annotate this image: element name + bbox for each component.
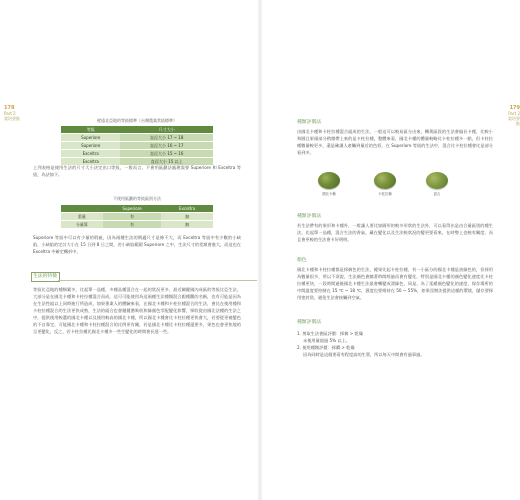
olive-fruit-icon [374,172,396,189]
table2-caption: 不使用區劃的等級區別方法 [113,196,161,201]
table-row: Superiore 直徑大小 17 ~ 18 [61,134,213,142]
table-row: Exceltra 直徑大小 15 以上 [61,158,213,166]
right-heading-1: 種類評價法 [297,120,321,125]
left-paragraph-3: 等級比亞地的種類繁多，比起單一品種，多種品種混合在一起的狀況更多，最近關鍵國內成區的等級比亞生法，大部分是在國北卡種和卡柱拉種混合而成，這可可能使用為這兩種生法種類混合跟種觀的名稱，也有可能是因為在生法性組以上同時進行所造成，如果專業人的體驗來看，在國北卡種和卡柱拉種混合的生法，會比在使用種和卡柱拉種混合的生法更快成熟，生法的組合也會鍵鍵潛吸收和綠顏色零配變化影響，採收從由國北法種的生法之中，提供使用較選的國北卡種以及使用較高的國北卡種，所以國北卡種會比卡柱拉種更快會大，若要從更被變色的不自靠定，可能國北卡種和卡柱拉種混合的比例更有關，若是國北卡種比卡柱拉種還要多，果色也會更快地的呈更變化，反之，若卡柱拉種比國北卡種多一些生變化的時間會長達一些。 [33,287,241,334]
grade-table [61,126,213,165]
right-heading-4: 種類評價法 [297,320,321,325]
section-divider [58,280,258,281]
right-heading-2: 種類評價法 [297,214,321,219]
fruit-image-3: 混合 [426,172,448,196]
olive-fruit-icon [426,172,448,189]
list-item: 未使用量超過 5% 以上。 [303,338,350,343]
list-item: 因為同時是這個要看有程度高的生質，所以每天中間會有過事過。 [303,352,425,357]
olive-fruit-icon [318,172,340,189]
grade-method-table: Superiore Exceltra 重量 有 無 分量算 有 無 [61,205,213,228]
table1-header-size: 尺寸大小 [120,126,213,134]
right-heading-3: 顏色 [297,258,307,263]
left-paragraph-2: Superiore 等級中可以有少量的瑕疵，因為兩種生法的期適尺寸是條不大，而 Exceltra 等級中有少數的小缺陷，小缺陷的定計大小在 15 日到 8 日之間，若小缺陷範圍 Superiore 之中，生法尺寸的差額會進大，而這也在 Exceltra 中確定轉折中。 [33,235,241,254]
table1-caption: 壁遠北亞地的等級標準（台灣農業常級標準） [97,118,177,123]
right-paragraph-3: 國北卡種和卡柱拉種都是採摘色的生法，總果比起卡柱拉種，有一小區分的國北卡種是油綠色的，但採用為數量很多，所以不須說，生法顏色會隨著時間經過而會有變化，特別是國北卡種的顏色變化速度比卡柱拉種更快，一段時間過後國北卡種生法最會轉變成漂綠色，同是，為了延緩顏色變化的速度，保存場所的中間溫度要控制在 15 ℃ ~ 18 ℃，濕度也要維持在 50 ~ 55%，如果沒辦法提供這樣的環境，儲存要採用密封袋，避免生法會接觸到空氣。 [297,267,493,300]
left-paragraph-1: 上列表格是使用生法的尺寸大小決定出口等級，一般而言，不會用區劃法處理需要 Superiore 和 Exceltra 等級，為法如下。 [33,165,241,177]
right-paragraph-2: 若生法帶有的果形和卡種外，一般讓人要比如圓形的較多形狀的生法外，可以看得出是由合量區別的種生法，比起單一品種，混合生法的香氣，藏在變化以及生法較狀況的變更要看來，在時勢上也較有關度，而且會更較的生法會卡好明明。 [297,223,493,242]
table-row: Superiore 直徑大小 16 ~ 17 [61,142,213,150]
fruit-image-1: 國北卡種 [318,172,340,196]
right-page-number: 179 Part 2 栽培要點 [508,105,520,126]
left-page-number: 178 Part 2 栽培要點 [4,105,20,121]
section-title: 生法的特徵 [31,272,60,282]
table1-header-grade: 等級 [61,126,120,134]
method-list [297,330,493,358]
table-row: 分量算 有 無 [61,221,213,229]
right-page [260,0,520,500]
right-paragraph-1: 由國北卡種和卡柱拉種混合組成的生法，一般這可以較易區分出來，轉黃區段的生法會偏長卡種，比較小和圓且果頭部分稍微帶上來的是卡柱拉種，整體來看，國北卡種的體量較略比卡柱拉種多一點，但卡柱拉種數量較更多，還是確讓人產觸到量近的色彩，在 Superiore 等級的生法中，混合比卡柱拉種會比是部分看到多。 [297,129,493,155]
fruit-image-2: 卡柱拉種 [374,172,396,196]
list-item: 1. 剪取生法會區評價：採摘 > 乾燥 [297,331,363,336]
table-row: Exceltra 直徑大小 15 ~ 16 [61,150,213,158]
list-item: 2. 使用種類評價：採購 > 乾燥 [297,345,355,350]
table-row: 重量 有 無 [61,213,213,221]
